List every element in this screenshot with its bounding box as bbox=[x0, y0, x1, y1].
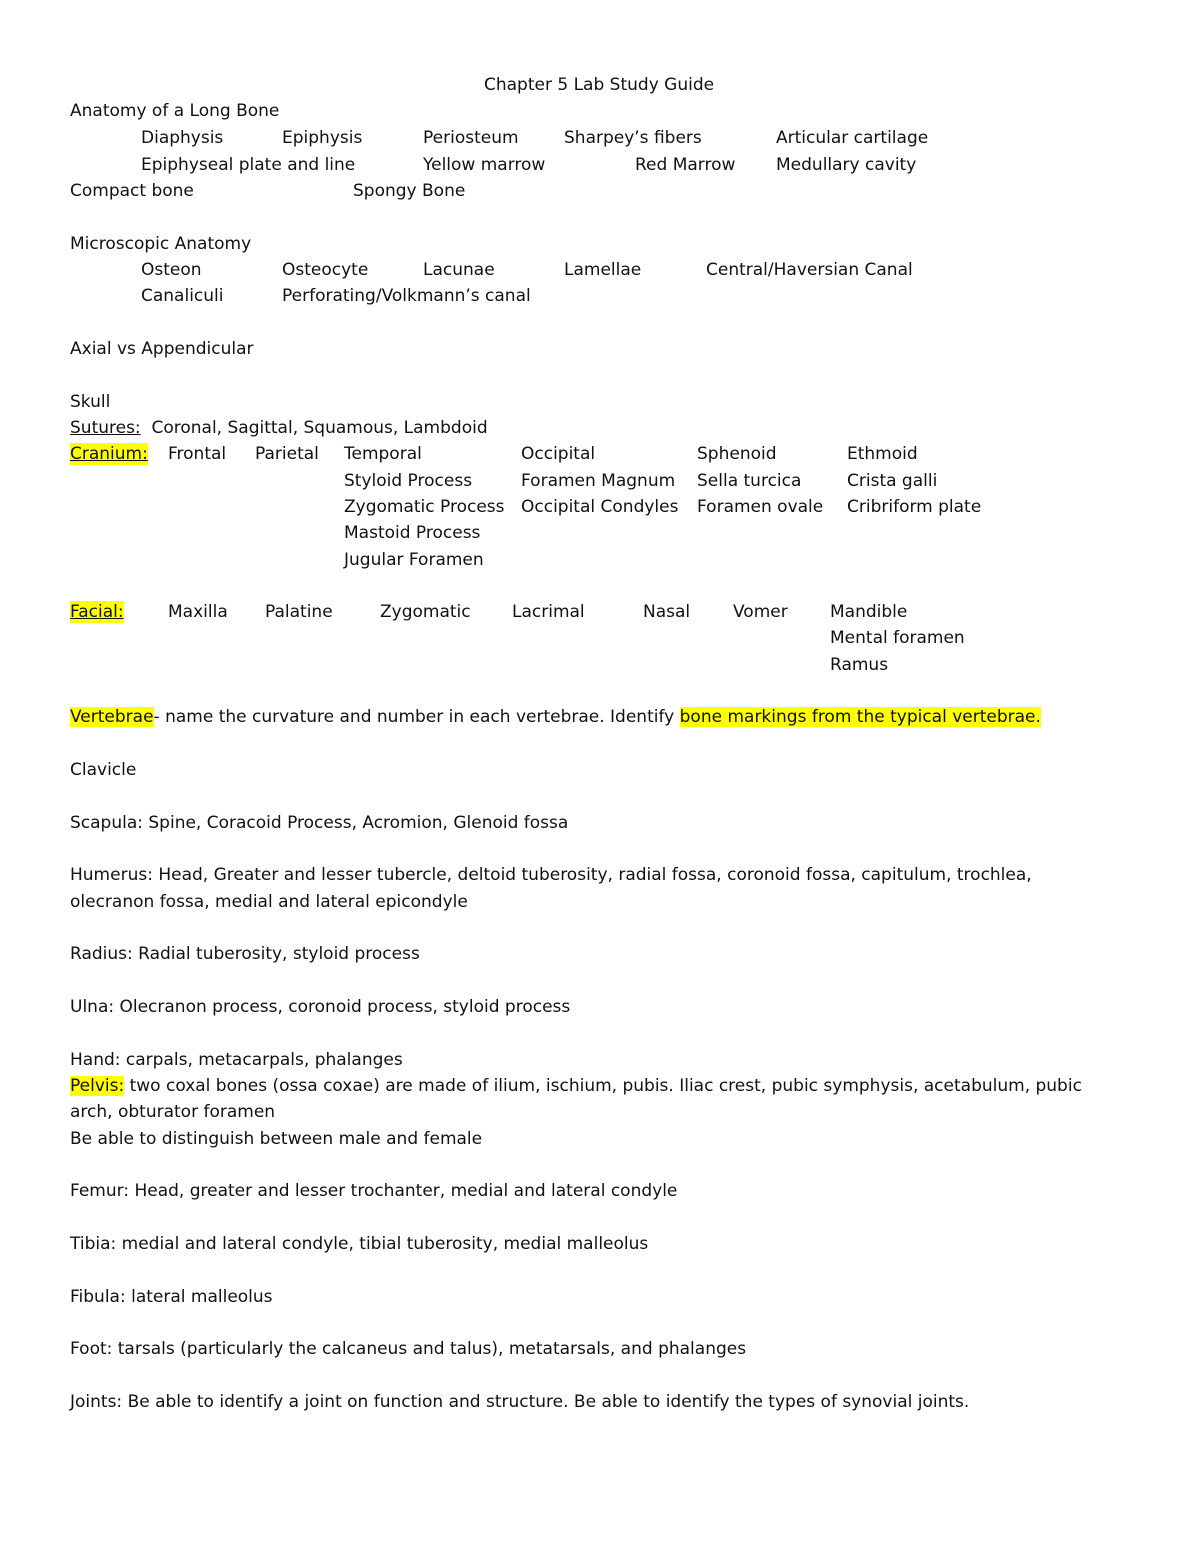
bone-marking: Cribriform plate bbox=[847, 497, 982, 517]
foot-line: Foot: tarsals (particularly the calcaneus and talus), metatarsals, and phalanges bbox=[70, 1339, 747, 1359]
vertebrae-label: Vertebrae bbox=[70, 707, 154, 727]
term: Sharpey’s fibers bbox=[564, 128, 702, 148]
term: Spongy Bone bbox=[353, 181, 466, 201]
facial-bone: Zygomatic bbox=[380, 602, 471, 622]
facial-bone: Vomer bbox=[733, 602, 788, 622]
term: Osteon bbox=[141, 260, 202, 280]
tibia-line: Tibia: medial and lateral condyle, tibial tuberosity, medial malleolus bbox=[70, 1234, 649, 1254]
bone-marking: Mastoid Process bbox=[344, 523, 481, 543]
occipital-bone: Occipital bbox=[521, 444, 596, 464]
page-title: Chapter 5 Lab Study Guide bbox=[484, 75, 715, 95]
section-heading-axial: Axial vs Appendicular bbox=[70, 339, 254, 359]
facial-bone: Nasal bbox=[643, 602, 691, 622]
sutures-line bbox=[70, 417, 488, 439]
bone-marking: Foramen Magnum bbox=[521, 471, 676, 491]
term: Articular cartilage bbox=[776, 128, 929, 148]
term: Epiphyseal plate and line bbox=[141, 155, 356, 175]
pelvis-label: Pelvis: bbox=[70, 1076, 125, 1096]
term: Lamellae bbox=[564, 260, 642, 280]
facial-bone: Maxilla bbox=[168, 602, 228, 622]
sphenoid-bone: Sphenoid bbox=[697, 444, 777, 464]
term: Periosteum bbox=[423, 128, 519, 148]
humerus-line: olecranon fossa, medial and lateral epicondyle bbox=[70, 892, 468, 912]
term: Osteocyte bbox=[282, 260, 369, 280]
humerus-line: Humerus: Head, Greater and lesser tubercle, deltoid tuberosity, radial fossa, coronoid fossa, capitulum, trochlea, bbox=[70, 865, 1032, 885]
joints-line: Joints: Be able to identify a joint on function and structure. Be able to identify the types of synovial joints. bbox=[70, 1392, 970, 1412]
sutures-text: Coronal, Sagittal, Squamous, Lambdoid bbox=[151, 418, 488, 438]
term: Epiphysis bbox=[282, 128, 363, 148]
term: Compact bone bbox=[70, 181, 194, 201]
term: Medullary cavity bbox=[776, 155, 917, 175]
ulna-line: Ulna: Olecranon process, coronoid process, styloid process bbox=[70, 997, 571, 1017]
facial-label: Facial: bbox=[70, 602, 124, 622]
term: Red Marrow bbox=[635, 155, 736, 175]
term: Canaliculi bbox=[141, 286, 224, 306]
section-heading-skull: Skull bbox=[70, 392, 111, 412]
pelvis-text: two coxal bones (ossa coxae) are made of ilium, ischium, pubis. Iliac crest, pubic symphysis, acetabulum, pubic bbox=[124, 1076, 1082, 1096]
bone-marking: Ramus bbox=[830, 655, 889, 675]
cranium-label: Cranium: bbox=[70, 444, 148, 464]
vertebrae-highlight: bone markings from the typical vertebrae. bbox=[679, 707, 1041, 727]
term: Perforating/Volkmann’s canal bbox=[282, 286, 531, 306]
vertebrae-line bbox=[70, 706, 1041, 728]
bone-marking: Foramen ovale bbox=[697, 497, 824, 517]
cranial-bone: Frontal bbox=[168, 444, 227, 464]
mandible-bone: Mandible bbox=[830, 602, 908, 622]
section-heading-long-bone: Anatomy of a Long Bone bbox=[70, 101, 280, 121]
hand-line: Hand: carpals, metacarpals, phalanges bbox=[70, 1050, 403, 1070]
facial-bone: Palatine bbox=[265, 602, 333, 622]
section-heading-microscopic: Microscopic Anatomy bbox=[70, 234, 252, 254]
bone-marking: Zygomatic Process bbox=[344, 497, 505, 517]
scapula-line: Scapula: Spine, Coracoid Process, Acromion, Glenoid fossa bbox=[70, 813, 569, 833]
vertebrae-text: - name the curvature and number in each vertebrae. Identify bbox=[153, 707, 680, 727]
bone-marking: Jugular Foramen bbox=[344, 550, 484, 570]
clavicle-line: Clavicle bbox=[70, 760, 137, 780]
fibula-line: Fibula: lateral malleolus bbox=[70, 1287, 273, 1307]
bone-marking: Crista galli bbox=[847, 471, 938, 491]
femur-line: Femur: Head, greater and lesser trochanter, medial and lateral condyle bbox=[70, 1181, 678, 1201]
radius-line: Radius: Radial tuberosity, styloid process bbox=[70, 944, 420, 964]
bone-marking: Occipital Condyles bbox=[521, 497, 679, 517]
bone-marking: Mental foramen bbox=[830, 628, 965, 648]
pelvis-line bbox=[70, 1075, 1082, 1097]
term: Yellow marrow bbox=[423, 155, 546, 175]
pelvis-line: Be able to distinguish between male and female bbox=[70, 1129, 483, 1149]
cranial-bone: Parietal bbox=[255, 444, 319, 464]
temporal-bone: Temporal bbox=[344, 444, 422, 464]
sutures-label: Sutures: bbox=[70, 418, 141, 438]
term: Central/Haversian Canal bbox=[706, 260, 913, 280]
pelvis-line: arch, obturator foramen bbox=[70, 1102, 276, 1122]
ethmoid-bone: Ethmoid bbox=[847, 444, 918, 464]
facial-bone: Lacrimal bbox=[512, 602, 585, 622]
bone-marking: Styloid Process bbox=[344, 471, 473, 491]
term: Lacunae bbox=[423, 260, 495, 280]
bone-marking: Sella turcica bbox=[697, 471, 802, 491]
term: Diaphysis bbox=[141, 128, 224, 148]
